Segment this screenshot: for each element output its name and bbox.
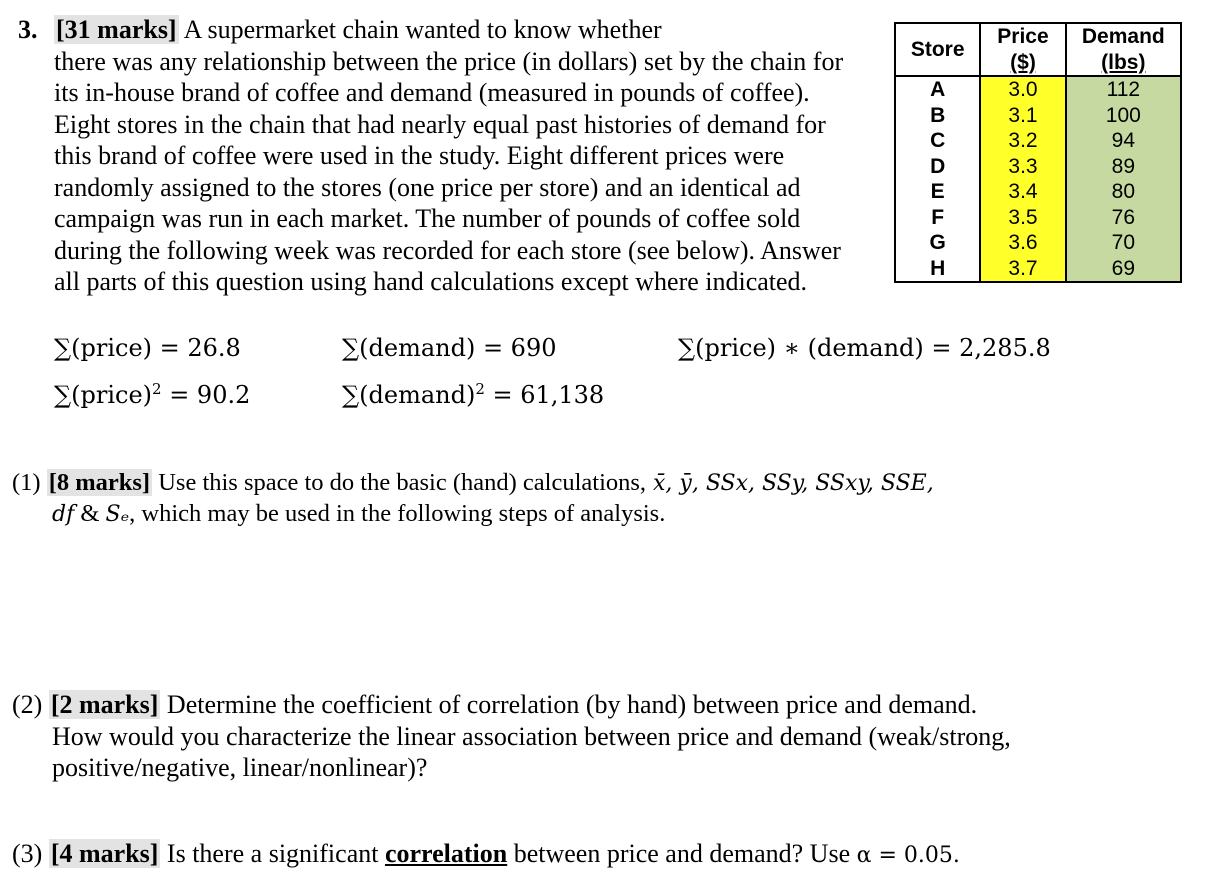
demand-cell: 89 [1066,154,1181,180]
demand-cell: 76 [1066,205,1181,231]
table-row [895,256,1181,283]
part-3-correlation: correlation [384,839,508,868]
exponent: 2 [475,380,485,398]
header-demand-unit: (lbs) [1101,50,1146,74]
sum-demand: ∑(demand) = 690 [342,334,557,362]
price-cell: 3.0 [980,76,1065,103]
price-demand-table [894,22,1182,283]
price-cell: 3.2 [980,128,1065,154]
part-2-text-line2: How would you characterize the linear association between price and demand (weak/strong, [52,721,1011,751]
store-cell: F [895,205,980,231]
sum-price-squared-value: = 90.2 [161,381,251,409]
table-row [895,103,1181,129]
store-cell: G [895,230,980,256]
question-marks: [31 marks] [56,15,177,44]
demand-cell: 94 [1066,128,1181,154]
part-3-alpha: α = 0.05. [856,843,960,868]
part-1-se: Sₑ [105,502,130,527]
part-3-text: Is there a significant [166,839,379,868]
store-cell: H [895,256,980,283]
part-1-math: x̄, ȳ, SSx, SSy, SSxy, SSE, [646,471,934,496]
store-cell: E [895,179,980,205]
header-price [980,23,1065,76]
demand-cell: 80 [1066,179,1181,205]
sum-price-squared-label: ∑(price) [54,381,153,409]
header-demand [1066,23,1181,76]
question-text-line1: A supermarket chain wanted to know whether [183,15,662,44]
sum-demand-squared-label: ∑(demand) [342,381,476,409]
table-row [895,154,1181,180]
sum-demand-squared [342,380,604,409]
demand-cell: 70 [1066,230,1181,256]
store-cell: C [895,128,980,154]
part-1-df: df [52,502,75,527]
price-cell: 3.7 [980,256,1065,283]
part-2 [12,689,1011,784]
sum-price: ∑(price) = 26.8 [54,334,241,362]
header-demand-label: Demand [1081,25,1165,48]
header-store: Store [895,23,980,76]
part-1-marks: [8 marks] [48,469,151,496]
question-intro [18,14,868,298]
sum-price-demand: ∑(price) ∗ (demand) = 2,285.8 [678,334,1051,362]
part-3-text-post: between price and demand? Use [513,839,851,868]
price-cell: 3.1 [980,103,1065,129]
store-cell: B [895,103,980,129]
question-text-body: there was any relationship between the price (in dollars) set by the chain for its in-house brand of coffee and demand (measured in pounds of coffee). Eight stores in the chain that had nearly equal past histories of demand for this brand of coffee were used in the study. Eight different prices were randomly assigned to the stores (one price per store) and an identical ad campaign was run in each market. The number of pounds of coffee sold during the following week was recorded for each store (see below). Answer all parts of this question using hand calculations except where indicated. [54,46,844,296]
part-2-number: (2) [12,690,43,719]
sum-demand-squared-value: = 61,138 [484,381,605,409]
table-row [895,76,1181,103]
store-cell: D [895,154,980,180]
part-3-marks: [4 marks] [50,839,159,868]
header-price-unit: ($) [1010,50,1036,74]
part-1-text: Use this space to do the basic (hand) calculations, [158,469,647,496]
demand-cell: 69 [1066,256,1181,283]
exponent: 2 [152,380,162,398]
part-1-text-rest: , which may be used in the following steps of analysis. [129,500,666,527]
part-1-number: (1) [12,469,41,496]
table-row [895,205,1181,231]
part-2-text: Determine the coefficient of correlation (by hand) between price and demand. [166,690,978,719]
store-cell: A [895,76,980,103]
question-number: 3. [18,15,38,44]
part-2-marks: [2 marks] [50,690,159,719]
price-cell: 3.4 [980,179,1065,205]
header-price-label: Price [997,25,1049,48]
part-3 [12,838,960,872]
price-cell: 3.6 [980,230,1065,256]
price-cell: 3.5 [980,205,1065,231]
table-row [895,179,1181,205]
sum-price-squared [54,380,250,409]
demand-cell: 100 [1066,103,1181,129]
part-3-number: (3) [12,839,43,868]
part-1-amp: & [74,500,106,527]
part-1 [12,468,934,530]
price-cell: 3.3 [980,154,1065,180]
demand-cell: 112 [1066,76,1181,103]
part-2-text-line3: positive/negative, linear/nonlinear)? [52,753,428,782]
table-row [895,128,1181,154]
table-row [895,230,1181,256]
